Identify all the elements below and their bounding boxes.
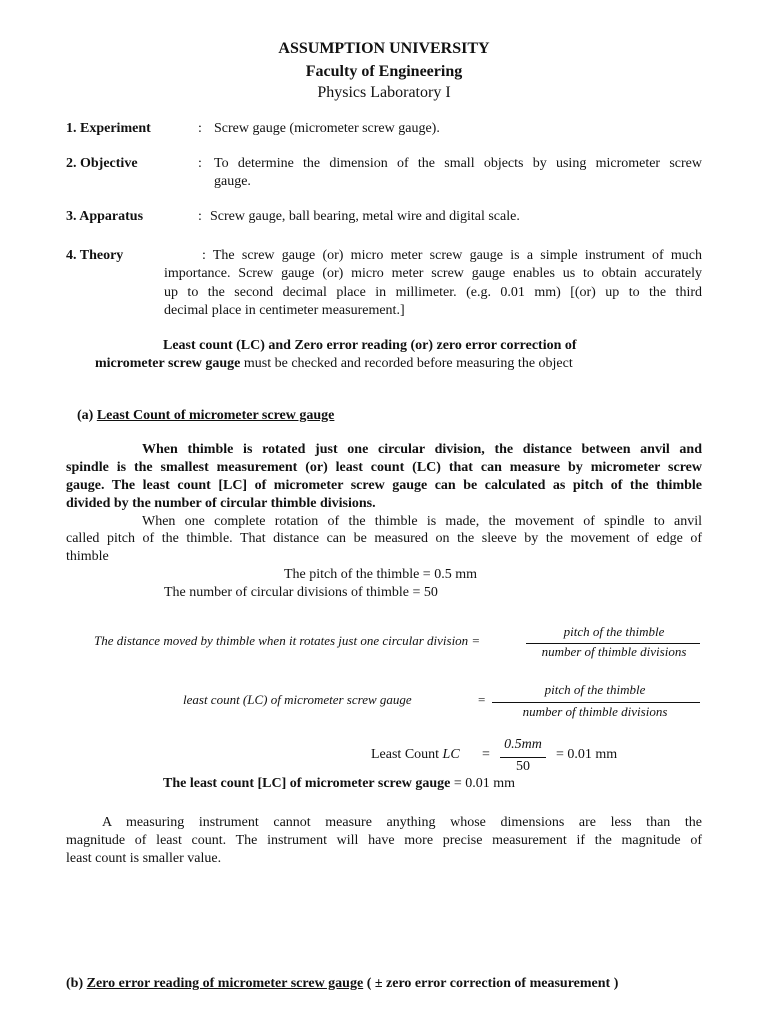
lc-para-line-1: When one complete rotation of the thimble is made, the movement of spindle to anvil [142,514,702,529]
pitch-line: The pitch of the thimble = 0.5 mm [284,567,477,582]
eq3-equals: = [482,747,490,762]
section-a-prefix: (a) [77,408,97,423]
section-b-prefix: (b) [66,976,87,991]
theory-line-4: decimal place in centimeter measurement.] [164,303,405,318]
precision-line-2: magnitude of least count. The instrument will have more precise measurement if the magnitude of [66,833,702,848]
theory-label: 4. Theory [66,248,124,263]
objective-colon: : [198,156,202,171]
divisions-line: The number of circular divisions of thimble = 50 [164,585,438,600]
lc-bold-line-4: divided by the number of circular thimble divisions. [66,496,376,511]
precision-line-3: least count is smaller value. [66,851,222,866]
apparatus-text: Screw gauge, ball bearing, metal wire and digital scale. [210,209,520,224]
note-line-2-bold: micrometer screw gauge [95,356,241,371]
eq3-result: = 0.01 mm [556,747,618,762]
apparatus-colon: : [198,209,202,224]
lab-title: Physics Laboratory I [317,84,451,101]
theory-line-2: importance. Screw gauge (or) micro meter screw gauge enables us to obtain accurately [164,266,702,281]
section-b-title: Zero error reading of micrometer screw gauge [86,976,364,991]
lc-bold-line-3 [66,478,702,494]
lc-result [163,776,515,792]
objective-line-2: gauge. [214,174,251,189]
eq1-denominator: number of thimble divisions [541,644,687,659]
section-b-heading [66,976,618,992]
lc-para-line-3: thimble [66,549,109,564]
experiment-label: 1. Experiment [66,121,151,136]
lc-result-label: The least count [LC] of micrometer screw gauge [163,776,451,791]
section-b-suffix: ( ± zero error correction of measurement ) [363,976,619,991]
eq1-numerator: pitch of the thimble [563,624,665,639]
lc-para-line-2: called pitch of the thimble. That distance can be measured on the sleeve by the movement of edge of [66,531,702,546]
eq2-fraction-bar [492,702,700,703]
eq3-numerator: 0.5mm [504,737,542,752]
eq2-numerator: pitch of the thimble [544,682,646,697]
eq3-label-text: Least Count [371,747,440,762]
precision-line-1: A measuring instrument cannot measure anything whose dimensions are less than the [102,815,702,830]
apparatus-label: 3. Apparatus [66,209,144,224]
objective-label: 2. Objective [66,156,138,171]
eq3-denominator: 50 [516,759,530,774]
experiment-colon: : [198,121,202,136]
eq1-lhs: The distance moved by thimble when it rotates just one circular division = [94,633,481,648]
lc-bold-line-1: When thimble is rotated just one circular division, the distance between anvil and [142,442,702,457]
note-line-1: Least count (LC) and Zero error reading (or) zero error correction of [163,338,577,353]
university-title: ASSUMPTION UNIVERSITY [278,40,490,57]
section-a-title: Least Count of micrometer screw gauge [96,408,335,423]
lc-result-value: = 0.01 mm [453,776,516,791]
note-line-2 [95,356,573,372]
eq2-equals: = [478,692,486,707]
experiment-text: Screw gauge (micrometer screw gauge). [214,121,440,136]
section-a-heading [77,408,334,424]
objective-line-1: To determine the dimension of the small objects by using micrometer screw [214,156,702,171]
note-line-2-rest: must be checked and recorded before measuring the object [240,356,573,371]
lc-bold-line-3-a: gauge [66,478,101,493]
theory-line-3: up to the second decimal place in millimeter. (e.g. 0.01 mm) [(or) up to the third [164,285,702,300]
eq2-lhs: least count (LC) of micrometer screw gauge [183,692,412,707]
lc-bold-line-2: spindle is the smallest measurement (or) least count (LC) that can measure by micrometer screw [66,460,702,475]
eq3-lc: LC [442,747,460,762]
lc-bold-line-3-b: . The least count [LC] of micrometer screw gauge can be calculated as pitch of the thimble [101,478,702,493]
eq3-label [371,747,460,763]
eq3-fraction-bar [500,757,546,758]
faculty-title: Faculty of Engineering [305,63,463,80]
eq2-denominator: number of thimble divisions [522,704,668,719]
theory-line-1: : The screw gauge (or) micro meter screw gauge is a simple instrument of much [202,248,702,263]
